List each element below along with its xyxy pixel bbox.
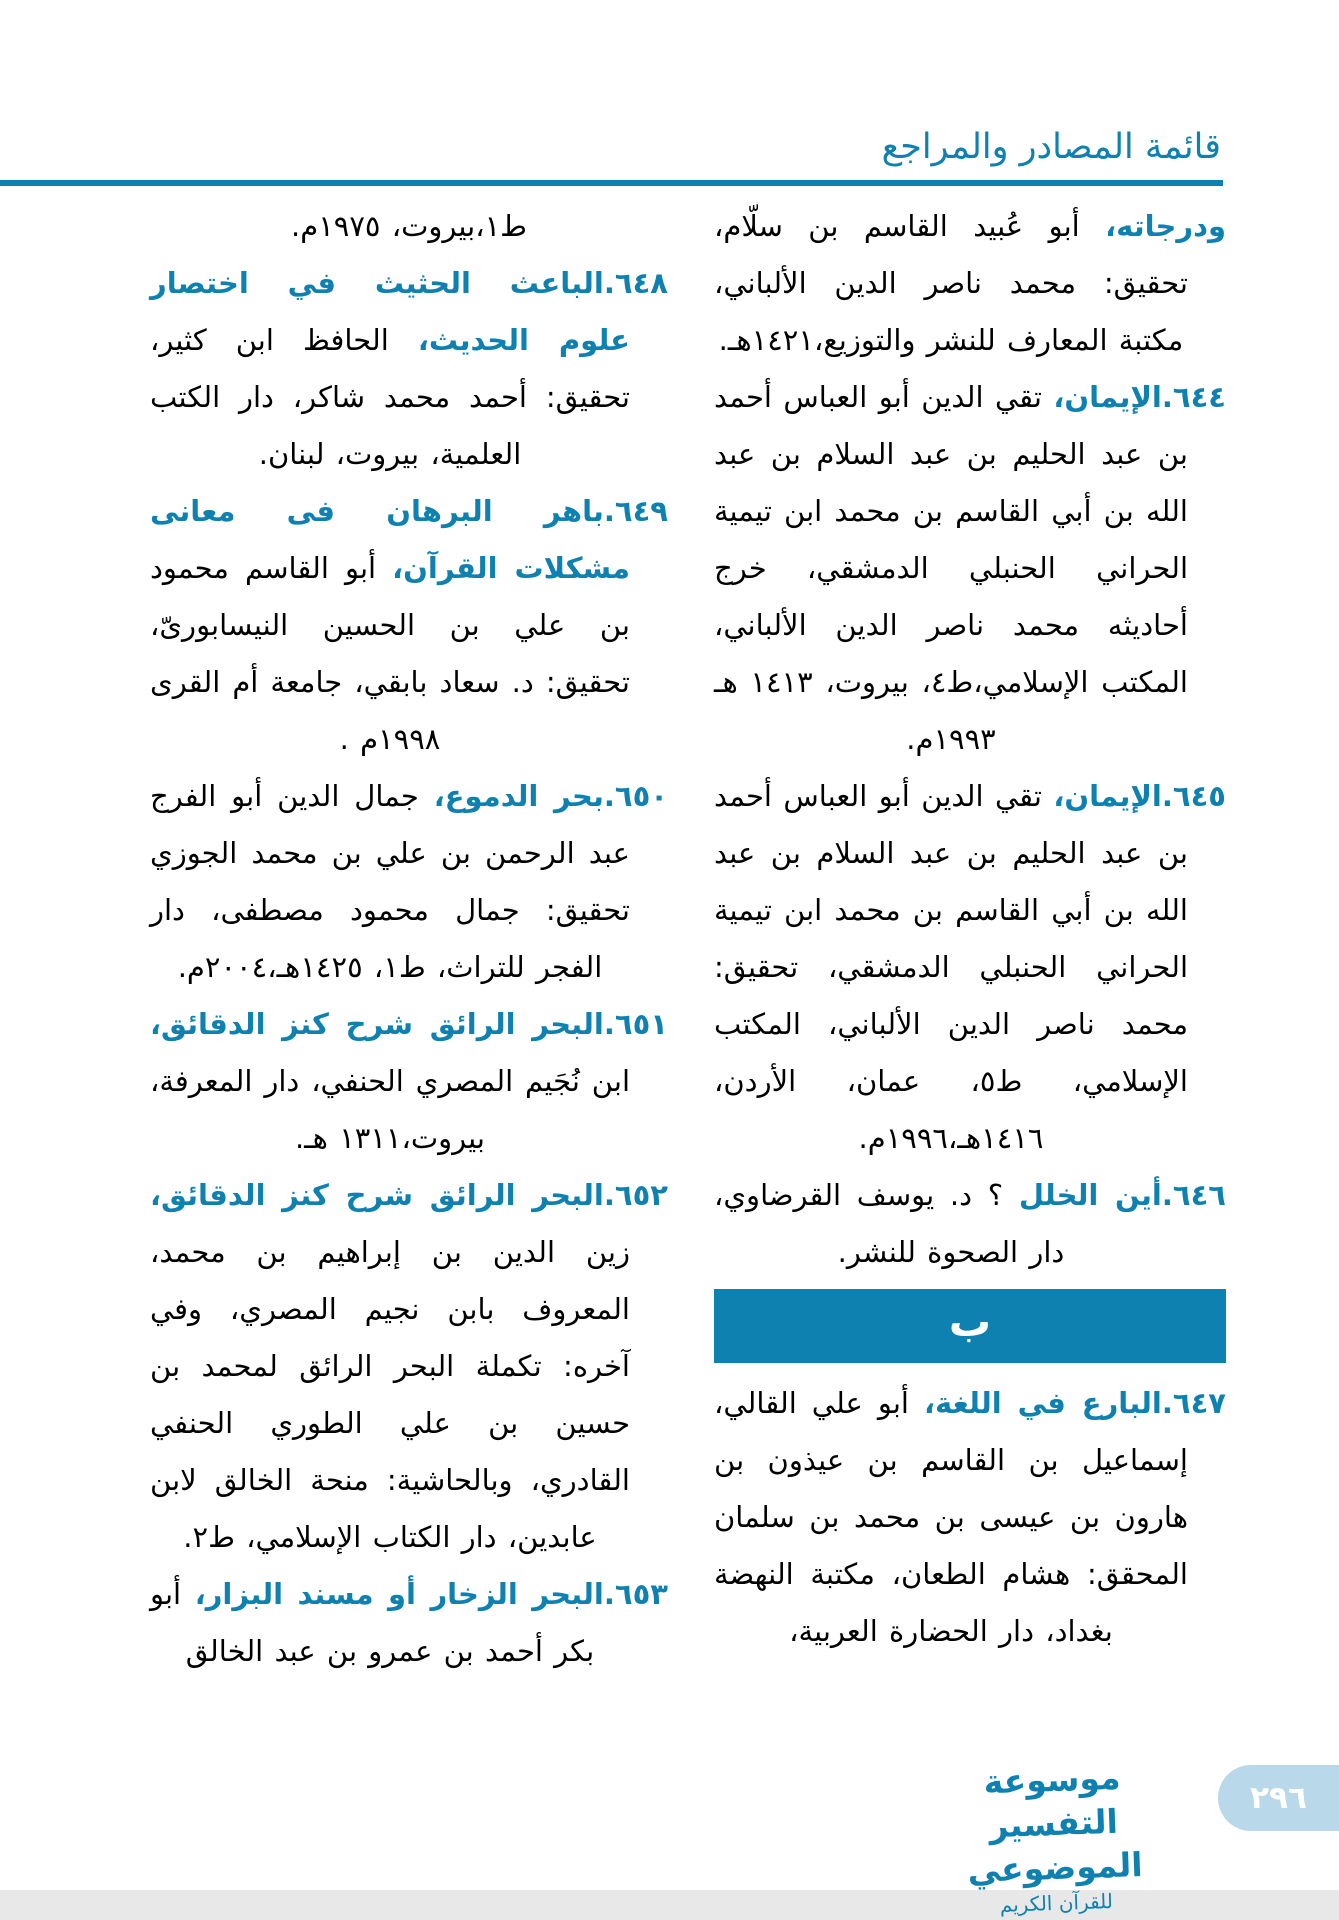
bib-entry bbox=[150, 483, 668, 768]
entry-title: البحر الزخار أو مسند البزار، bbox=[194, 1577, 604, 1611]
bib-entry bbox=[714, 1167, 1226, 1281]
entry-title: أين الخلل bbox=[1018, 1178, 1162, 1212]
entry-body: زين الدين بن إبراهيم بن محمد، المعروف بابن نجيم المصري، وفي آخره: تكملة البحر الرائق لمحمد بن حسين بن علي الطوري الحنفي القادري، وبالحاشية: منحة الخالق لابن عابدين، دار الكتاب الإسلامي، ط٢. bbox=[150, 1235, 630, 1554]
section-divider-bar bbox=[714, 1289, 1226, 1363]
entry-title: ودرجاته، bbox=[1105, 209, 1227, 243]
entry-body: ابن نُجَيم المصري الحنفي، دار المعرفة، بيروت،١٣١١ هـ. bbox=[150, 1064, 630, 1155]
entry-title: البحر الرائق شرح كنز الدقائق، bbox=[150, 1007, 604, 1041]
bib-entry bbox=[150, 1167, 668, 1566]
page-number-pill bbox=[1218, 1765, 1339, 1831]
entry-number: ٦٤٨. bbox=[603, 266, 668, 300]
page-number: ٢٩٦ bbox=[1250, 1780, 1307, 1816]
column-left bbox=[150, 198, 668, 1680]
header-rule bbox=[0, 180, 1223, 186]
entry-body: تقي الدين أبو العباس أحمد بن عبد الحليم بن عبد السلام بن عبد الله بن أبي القاسم بن محمد ابن تيمية الحراني الحنبلي الدمشقي، خرج أحاديثه محمد ناصر الدين الألباني، المكتب الإسلامي،ط٤، بيروت، ١٤١٣ هـ ١٩٩٣م. bbox=[714, 380, 1188, 756]
bib-entry bbox=[150, 996, 668, 1167]
column-right bbox=[714, 198, 1226, 1660]
entry-body: أبو علي القالي، إسماعيل بن القاسم بن عيذون بن هارون بن عيسى بن محمد بن سلمان المحقق: هشام الطعان، مكتبة النهضة بغداد، دار الحضارة العربية، bbox=[714, 1386, 1188, 1648]
logo-sub-text: للقرآن الكريم bbox=[999, 1888, 1114, 1917]
bib-entry bbox=[150, 768, 668, 996]
entry-number: ٦٥٣. bbox=[603, 1577, 668, 1611]
entry-title: الباعث الحثيث في اختصار علوم الحديث، bbox=[150, 266, 630, 357]
section-letter: ب bbox=[948, 1297, 992, 1346]
page-header-title: قائمة المصادر والمراجع bbox=[881, 127, 1221, 167]
entry-body: أبو القاسم محمود بن علي بن الحسين النيسابورىّ، تحقيق: د. سعاد بابقي، جامعة أم القرى ١٩٩٨م . bbox=[150, 551, 630, 756]
entry-number: ٦٤٥. bbox=[1161, 779, 1227, 813]
entry-title: البحر الرائق شرح كنز الدقائق، bbox=[150, 1178, 604, 1212]
continuation-line: ط١،بيروت، ١٩٧٥م. bbox=[291, 209, 527, 243]
entry-number: ٦٤٦. bbox=[1161, 1178, 1227, 1212]
bib-entry bbox=[714, 768, 1226, 1167]
entry-number: ٦٥٠. bbox=[603, 779, 668, 813]
entry-body: ؟ د. يوسف القرضاوي، دار الصحوة للنشر. bbox=[714, 1178, 1065, 1269]
publisher-logo bbox=[925, 1754, 1182, 1920]
entry-number: ٦٥١. bbox=[603, 1007, 668, 1041]
entry-number: ٦٥٢. bbox=[603, 1178, 668, 1212]
entry-number: ٦٤٩. bbox=[603, 494, 668, 528]
bib-entry bbox=[150, 1566, 668, 1680]
bib-entry bbox=[714, 1375, 1226, 1660]
bib-entry bbox=[714, 198, 1226, 369]
entry-title: الإيمان، bbox=[1053, 380, 1162, 414]
entry-title: البارع في اللغة، bbox=[924, 1386, 1162, 1420]
entry-body: جمال الدين أبو الفرج عبد الرحمن بن علي بن محمد الجوزي تحقيق: جمال محمود مصطفى، دار الفجر للتراث، ط١، ١٤٢٥هـ،٢٠٠٤م. bbox=[150, 779, 630, 984]
entry-body: أبو عُبيد القاسم بن سلّام، تحقيق: محمد ناصر الدين الألباني، مكتبة المعارف للنشر والتوزيع،١٤٢١هـ. bbox=[714, 209, 1188, 357]
entry-body: تقي الدين أبو العباس أحمد بن عبد الحليم بن عبد السلام بن عبد الله بن أبي القاسم بن محمد ابن تيمية الحراني الحنبلي الدمشقي، تحقيق: محمد ناصر الدين الألباني، المكتب الإسلامي، ط٥، عمان، الأردن، ١٤١٦هـ،١٩٩٦م. bbox=[714, 779, 1188, 1155]
entry-number: ٦٤٧. bbox=[1161, 1386, 1227, 1420]
entry-number: ٦٤٤. bbox=[1161, 380, 1227, 414]
logo-main-text: موسوعة التفسير الموضوعي bbox=[966, 1757, 1144, 1891]
bib-entry bbox=[714, 369, 1226, 768]
entry-title: الإيمان، bbox=[1053, 779, 1162, 813]
entry-body: أبو بكر أحمد بن عمرو بن عبد الخالق bbox=[150, 1577, 595, 1668]
entry-title: باهر البرهان فى معانى مشكلات القرآن، bbox=[150, 494, 630, 585]
entry-body: الحافظ ابن كثير، تحقيق: أحمد محمد شاكر، دار الكتب العلمية، بيروت، لبنان. bbox=[150, 323, 630, 471]
entry-title: بحر الدموع، bbox=[433, 779, 604, 813]
bib-entry bbox=[150, 255, 668, 483]
